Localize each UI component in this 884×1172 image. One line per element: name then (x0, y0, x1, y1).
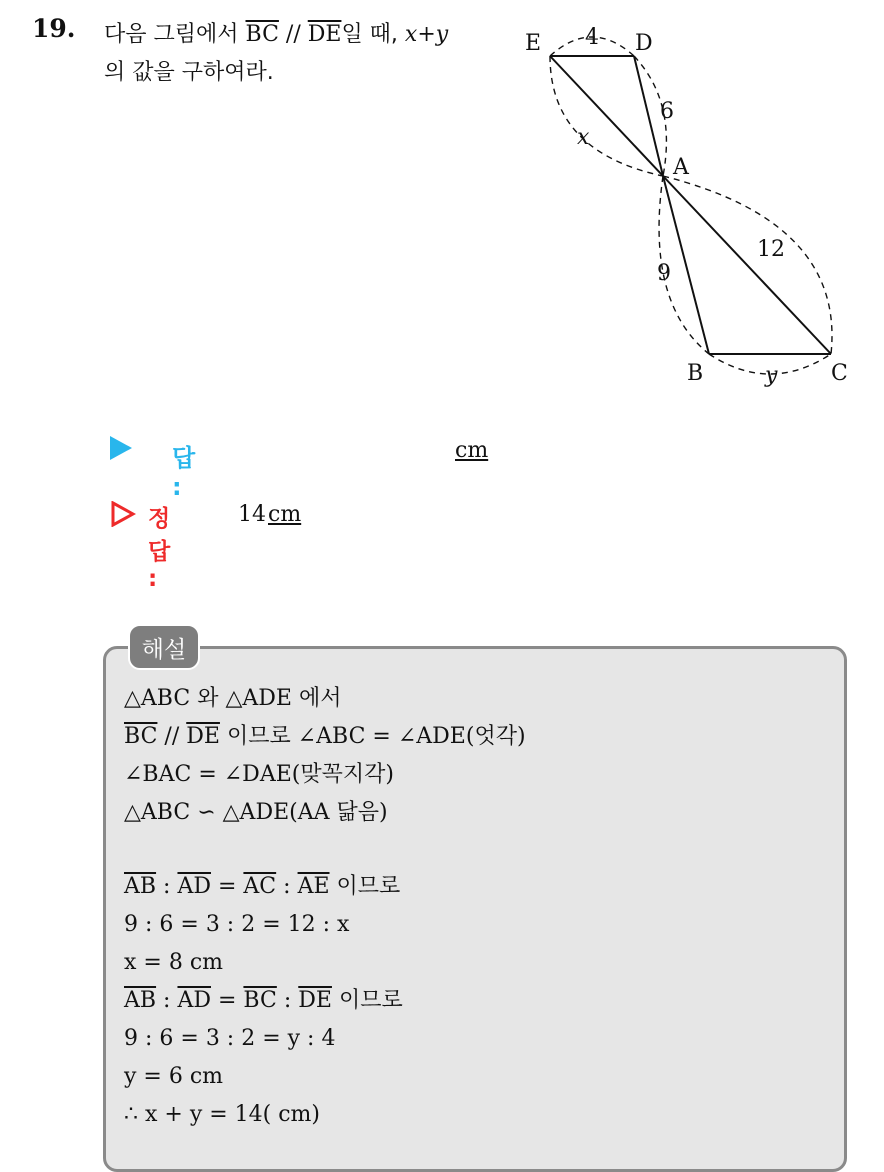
solution-seg-bc-2: $\overline{BC}$ (243, 988, 277, 1013)
solution-eq-2: = (211, 988, 244, 1013)
solution-line-9-text: 이므로 (338, 988, 403, 1013)
solution-colon-1: : (156, 874, 178, 899)
solution-seg-ab-2: $\overline{AB}$ (124, 988, 157, 1013)
correct-answer-value (238, 502, 301, 527)
length-bc: y (765, 363, 778, 388)
hollow-triangle-icon (110, 501, 136, 527)
vertex-e-label: E (525, 31, 542, 56)
answer-row (110, 436, 489, 501)
question-text-part2: 일 때, (341, 22, 405, 47)
solution-line-10: 9 : 6 = 3 : 2 = y : 4 (124, 1026, 336, 1051)
solution-colon-4: : (276, 988, 299, 1013)
correct-answer-number: 14 (238, 502, 266, 527)
geometry-figure (515, 22, 865, 392)
vertex-a-label: A (673, 155, 689, 180)
solution-seg-de: $\overline{DE}$ (186, 724, 220, 749)
correct-answer-unit: cm (268, 502, 302, 527)
solution-line-6-text: 이므로 (336, 874, 401, 899)
length-ed: 4 (585, 25, 599, 50)
play-triangle-icon (110, 436, 132, 460)
solution-line-6 (124, 868, 526, 906)
vertex-b-label: B (687, 361, 704, 386)
solution-line-7: 9 : 6 = 3 : 2 = 12 : x (124, 912, 350, 937)
solution-colon-3: : (156, 988, 178, 1013)
solution-line-12: ∴ x + y = 14( cm) (124, 1102, 321, 1127)
solution-seg-ac: $\overline{AC}$ (243, 874, 277, 899)
solution-line-11: y = 6 cm (124, 1064, 224, 1089)
segment-bc: $\overline{BC}$ (245, 22, 279, 47)
segment-ea (550, 56, 663, 176)
expression-x-plus-y: x+y (404, 22, 449, 47)
vertex-c-label: C (831, 361, 848, 386)
length-ab: 9 (657, 261, 671, 286)
solution-line-1: △ABC 와 △ADE 에서 (124, 686, 342, 711)
solution-parallel: // (157, 724, 187, 749)
solution-lines (124, 680, 526, 1134)
answer-unit: cm (455, 438, 489, 463)
solution-seg-ae: $\overline{AE}$ (297, 874, 330, 899)
segment-ac (663, 176, 831, 354)
question-text-part1: 다음 그림에서 (104, 22, 246, 47)
solution-line-2-text: 이므로 ∠ABC = ∠ADE(엇각) (226, 724, 526, 749)
solution-seg-ad: $\overline{AD}$ (177, 874, 211, 899)
question-text (104, 16, 504, 92)
solution-seg-ab: $\overline{AB}$ (124, 874, 157, 899)
correct-answer-label: 정답 : (148, 506, 171, 592)
answer-label: 답 : (172, 444, 196, 501)
solution-seg-bc: $\overline{BC}$ (124, 724, 158, 749)
length-da: 6 (660, 99, 674, 124)
solution-blank-line (124, 832, 526, 868)
solution-line-3: ∠BAC = ∠DAE(맞꼭지각) (124, 762, 394, 787)
question-text-line2: 의 값을 구하여라. (104, 60, 274, 85)
length-ac: 12 (757, 237, 785, 262)
solution-line-9 (124, 982, 526, 1020)
length-ea: x (577, 125, 590, 150)
solution-eq-1: = (211, 874, 244, 899)
vertex-d-label: D (635, 31, 653, 56)
solution-colon-2: : (276, 874, 298, 899)
solution-seg-de-2: $\overline{DE}$ (298, 988, 332, 1013)
solution-seg-ad-2: $\overline{AD}$ (177, 988, 211, 1013)
question-number: 19. (32, 14, 76, 43)
solution-line-4: △ABC ∽ △ADE(AA 닮음) (124, 800, 388, 825)
parallel-symbol: // (278, 22, 308, 47)
solution-line-2 (124, 718, 526, 756)
solution-line-8: x = 8 cm (124, 950, 223, 975)
solution-tab: 해설 (128, 624, 200, 670)
segment-de: $\overline{DE}$ (307, 22, 342, 47)
